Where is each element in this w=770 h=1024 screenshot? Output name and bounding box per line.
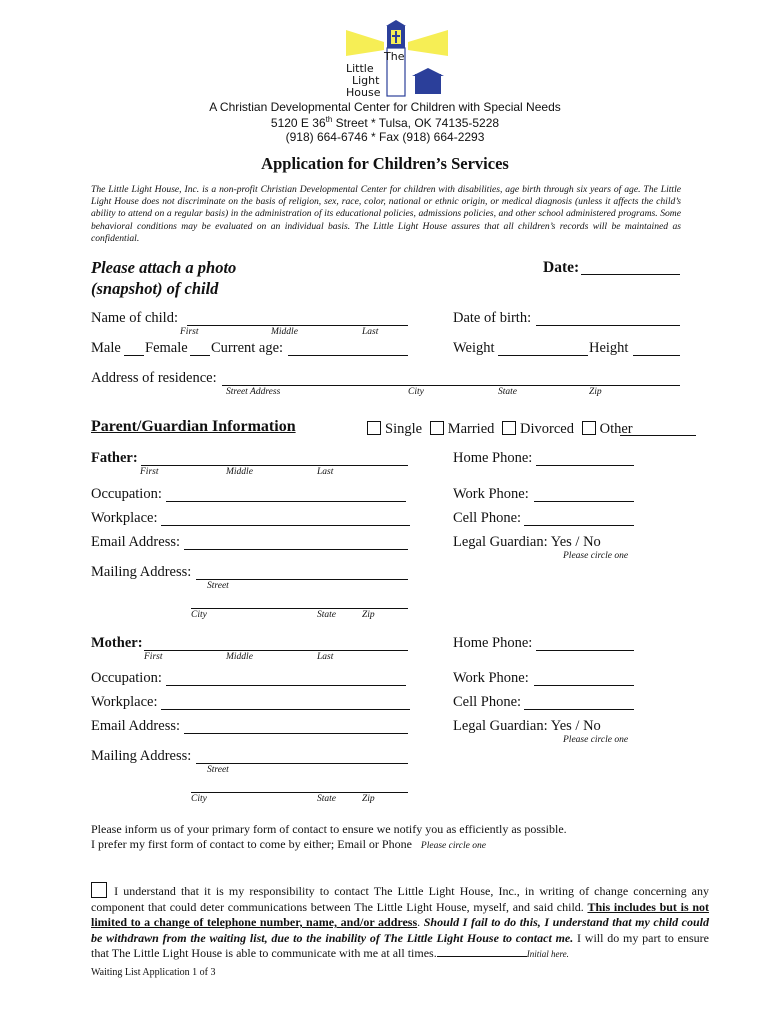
mother-cell-phone-field[interactable] [524,709,634,710]
mother-first-sub: First [144,652,163,662]
father-cell-phone-label: Cell Phone: [453,510,522,526]
male-label: Male [91,340,121,356]
org-description: A Christian Developmental Center for Children with Special Needs [209,100,561,114]
mother-name-field[interactable] [144,650,408,651]
mother-circle-one: Please circle one [563,735,629,745]
guardian-heading: Parent/Guardian Information [91,418,296,435]
logo-word-the: The [384,50,405,63]
height-field[interactable] [633,355,680,356]
mother-workplace-field[interactable] [161,709,410,710]
father-middle-sub: Middle [226,467,253,477]
father-label: Father: [91,450,138,466]
logo-word-little: Little [346,62,374,75]
date-field[interactable] [581,274,680,275]
org-phone: (918) 664-6746 * Fax (918) 664-2293 [285,130,485,144]
contact-preference-line [91,837,486,852]
father-occupation-field[interactable] [166,501,406,502]
other-status-field[interactable] [620,435,696,436]
mother-middle-sub: Middle [226,652,253,662]
father-home-phone-label: Home Phone: [453,450,533,466]
father-mailing-street-field[interactable] [196,579,408,580]
dob-field[interactable] [536,325,680,326]
contact-preference-text[interactable]: I prefer my first form of contact to come by either; Email or Phone [91,837,412,851]
divorced-checkbox[interactable] [502,421,516,435]
female-label: Female [145,340,188,356]
photo-instruction-line1: Please attach a photo [91,258,237,277]
photo-instruction-line2: (snapshot) of child [91,279,219,298]
father-circle-one: Please circle one [563,551,629,561]
logo-word-house: House [346,86,381,99]
residence-zip-sub: Zip [589,387,602,397]
father-zip-sub: Zip [362,610,375,620]
mother-email-label: Email Address: [91,718,181,734]
child-first-sub: First [180,327,199,337]
mother-label: Mother: [91,635,143,651]
father-mailing-label: Mailing Address: [91,564,192,580]
residence-street-sub: Street Address [226,387,281,397]
mother-state-sub: State [317,794,336,804]
contact-info-line: Please inform us of your primary form of contact to ensure we notify you as efficiently as possible. [91,822,567,836]
org-address: 5120 E 36th Street * Tulsa, OK 74135-5228 [270,115,500,130]
mother-street-sub: Street [207,765,229,775]
father-email-field[interactable] [184,549,408,550]
mother-occupation-label: Occupation: [91,670,162,686]
father-last-sub: Last [317,467,334,477]
mother-work-phone-field[interactable] [534,685,634,686]
residence-state-sub: State [498,387,517,397]
page-footer: Waiting List Application 1 of 3 [91,967,216,978]
father-city-sub: City [191,610,207,620]
single-checkbox[interactable] [367,421,381,435]
child-name-field[interactable] [187,325,408,326]
mother-email-field[interactable] [184,733,408,734]
father-workplace-field[interactable] [161,525,410,526]
agreement-checkbox[interactable] [91,882,107,898]
mother-mailing-city-field[interactable] [191,792,408,793]
page-title: Application for Children’s Services [261,154,509,173]
mother-work-phone-label: Work Phone: [453,670,529,686]
residence-address-label: Address of residence: [91,370,217,386]
mother-cell-phone-label: Cell Phone: [453,694,522,710]
mother-mailing-label: Mailing Address: [91,748,192,764]
divorced-label: Divorced [520,421,574,437]
residence-city-sub: City [408,387,424,397]
current-age-field[interactable] [288,355,408,356]
married-label: Married [447,421,495,437]
mother-workplace-label: Workplace: [91,694,158,710]
mother-home-phone-field[interactable] [536,650,634,651]
child-middle-sub: Middle [271,327,298,337]
marital-status-group [367,421,633,438]
father-legal-guardian[interactable]: Legal Guardian: Yes / No [453,534,601,550]
father-cell-phone-field[interactable] [524,525,634,526]
father-email-label: Email Address: [91,534,181,550]
weight-field[interactable] [498,355,588,356]
father-mailing-city-field[interactable] [191,608,408,609]
female-field[interactable] [190,355,210,356]
current-age-label: Current age: [211,340,284,356]
father-workplace-label: Workplace: [91,510,158,526]
height-label: Height [589,340,629,356]
intro-paragraph: The Little Light House, Inc. is a non-profit Christian Developmental Center for children with disabilities, age birth through six years of age. The Little Light House does not discriminate on the basis of religion, sex, race, color, national or ethnic origin, or medical diagnosis (unless it affects the child’s ability to attend on a regular basis) in the administration of its educational policies, admissions policies, and other school administered programs. Some behavioral conditions may be evaluated on an individual basis. The Little Light House assures that all children’s records will be maintained as confidential. [91,184,681,244]
logo-word-light: Light [352,74,380,87]
father-work-phone-label: Work Phone: [453,486,529,502]
father-street-sub: Street [207,581,229,591]
mother-zip-sub: Zip [362,794,375,804]
mother-home-phone-label: Home Phone: [453,635,533,651]
child-last-sub: Last [362,327,379,337]
contact-circle-one: Please circle one [420,841,486,851]
male-field[interactable] [124,355,144,356]
mother-occupation-field[interactable] [166,685,406,686]
initial-field[interactable] [437,946,527,957]
initial-here-label: Initial here. [526,949,569,959]
mother-legal-guardian[interactable]: Legal Guardian: Yes / No [453,718,601,734]
father-state-sub: State [317,610,336,620]
other-checkbox[interactable] [582,421,596,435]
mother-last-sub: Last [317,652,334,662]
other-label: Other [599,421,633,437]
weight-label: Weight [453,340,495,356]
father-name-field[interactable] [141,465,408,466]
agreement-paragraph: I understand that it is my responsibility to contact The Little Light House, Inc., in writing of change concerning any component that could deter communications between The Little Light House, myself, and said child. This includes but is not limited to a change of telephone number, name, and/or address. Should I fail to do this, I understand that my child could be withdrawn from the waiting list, due to the inability of The Little Light House to contact me. I will do my part to ensure that The Little Light House is able to communicate with me at all times. Initial here. [91,884,710,960]
father-occupation-label: Occupation: [91,486,162,502]
married-checkbox[interactable] [430,421,444,435]
date-label: Date: [543,259,580,276]
father-first-sub: First [140,467,159,477]
dob-label: Date of birth: [453,310,532,326]
mother-city-sub: City [191,794,207,804]
mother-mailing-street-field[interactable] [196,763,408,764]
residence-address-field[interactable] [222,385,680,386]
child-name-label: Name of child: [91,310,178,326]
little-light-house-logo [340,20,452,100]
single-label: Single [385,421,423,437]
father-work-phone-field[interactable] [534,501,634,502]
father-home-phone-field[interactable] [536,465,634,466]
